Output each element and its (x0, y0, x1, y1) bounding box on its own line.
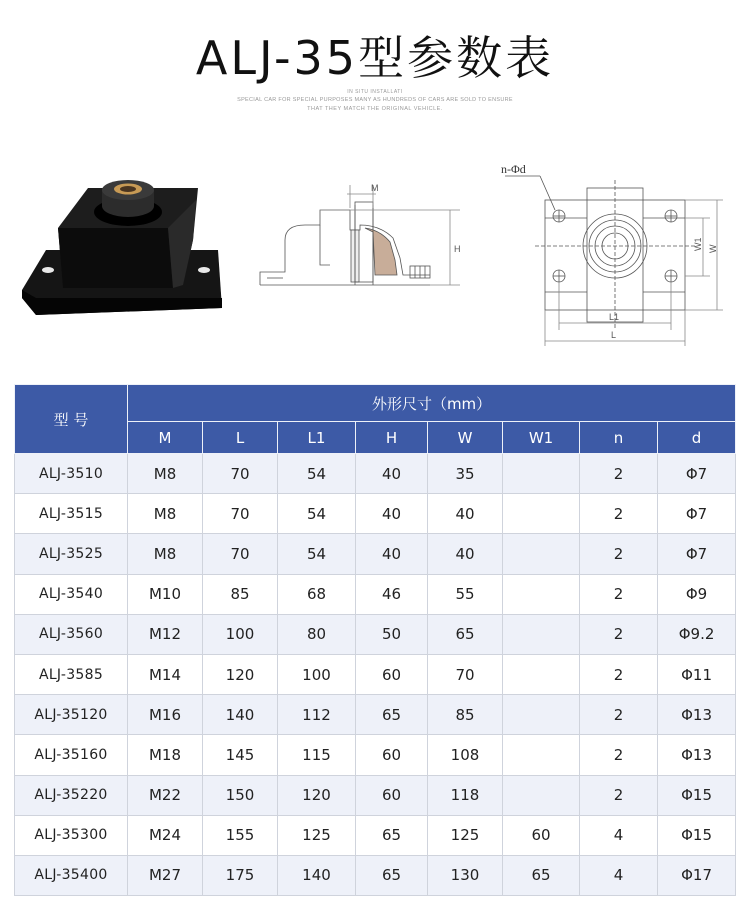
value-cell: 55 (428, 574, 503, 614)
col-header-l: L (203, 422, 278, 454)
table-row (15, 815, 736, 855)
value-cell: 2 (580, 454, 658, 494)
value-cell: M27 (128, 855, 203, 895)
value-cell: M14 (128, 654, 203, 694)
value-cell: 150 (203, 775, 278, 815)
value-cell: 65 (428, 614, 503, 654)
value-cell (503, 695, 580, 735)
value-cell: Φ17 (658, 855, 736, 895)
value-cell: 2 (580, 534, 658, 574)
dim-label-l1: L1 (609, 312, 620, 322)
tagline-3: THAT THEY MATCH THE ORIGINAL VEHICLE. (307, 106, 443, 112)
dim-label-m: M (371, 183, 379, 193)
dim-label-w: W (708, 244, 718, 253)
table-row (15, 695, 736, 735)
value-cell: 2 (580, 654, 658, 694)
value-cell (503, 494, 580, 534)
table-row (15, 494, 736, 534)
value-cell: 40 (428, 494, 503, 534)
col-header-n: n (580, 422, 658, 454)
page-title: ALJ-35型参数表 (195, 31, 555, 85)
table-row (15, 574, 736, 614)
value-cell: 70 (203, 534, 278, 574)
value-cell: 120 (278, 775, 356, 815)
model-cell: ALJ-35220 (15, 775, 128, 815)
value-cell: 70 (428, 654, 503, 694)
value-cell: Φ13 (658, 695, 736, 735)
value-cell: M24 (128, 815, 203, 855)
value-cell: Φ11 (658, 654, 736, 694)
value-cell: 54 (278, 454, 356, 494)
value-cell: 155 (203, 815, 278, 855)
value-cell: 108 (428, 735, 503, 775)
value-cell (503, 454, 580, 494)
col-header-l1: L1 (278, 422, 356, 454)
value-cell: 70 (203, 454, 278, 494)
value-cell: 60 (356, 775, 428, 815)
tagline-2: SPECIAL CAR FOR SPECIAL PURPOSES MANY AS HUNDREDS OF CARS ARE SOLD TO ENSURE (237, 97, 513, 103)
value-cell: 35 (428, 454, 503, 494)
value-cell: 85 (428, 695, 503, 735)
value-cell (503, 574, 580, 614)
value-cell: 68 (278, 574, 356, 614)
value-cell: 2 (580, 735, 658, 775)
value-cell: 40 (356, 534, 428, 574)
value-cell: Φ15 (658, 815, 736, 855)
value-cell: 100 (278, 654, 356, 694)
value-cell: 65 (356, 855, 428, 895)
value-cell: 145 (203, 735, 278, 775)
value-cell: 40 (356, 454, 428, 494)
value-cell: Φ7 (658, 494, 736, 534)
value-cell: 100 (203, 614, 278, 654)
value-cell: 2 (580, 574, 658, 614)
value-cell: 112 (278, 695, 356, 735)
model-cell: ALJ-3560 (15, 614, 128, 654)
value-cell: 60 (503, 815, 580, 855)
value-cell: 50 (356, 614, 428, 654)
value-cell: Φ9 (658, 574, 736, 614)
value-cell: M16 (128, 695, 203, 735)
value-cell: 120 (203, 654, 278, 694)
spec-table (14, 384, 736, 896)
value-cell: 60 (356, 735, 428, 775)
value-cell: 2 (580, 695, 658, 735)
value-cell: 2 (580, 614, 658, 654)
value-cell: 2 (580, 775, 658, 815)
model-cell: ALJ-3510 (15, 454, 128, 494)
model-cell: ALJ-3585 (15, 654, 128, 694)
model-cell: ALJ-35400 (15, 855, 128, 895)
value-cell: 4 (580, 855, 658, 895)
value-cell: 40 (428, 534, 503, 574)
col-header-w1: W1 (503, 422, 580, 454)
col-header-h: H (356, 422, 428, 454)
value-cell: 65 (356, 695, 428, 735)
table-row (15, 534, 736, 574)
model-header: 型 号 (15, 385, 128, 454)
table-row (15, 614, 736, 654)
value-cell (503, 534, 580, 574)
value-cell: 115 (278, 735, 356, 775)
value-cell: M10 (128, 574, 203, 614)
col-header-w: W (428, 422, 503, 454)
value-cell: 80 (278, 614, 356, 654)
value-cell: M8 (128, 534, 203, 574)
dim-label-w1: W1 (693, 237, 703, 251)
value-cell: Φ7 (658, 454, 736, 494)
spec-table-body (15, 454, 736, 896)
value-cell: 130 (428, 855, 503, 895)
value-cell: 2 (580, 494, 658, 534)
col-header-d: d (658, 422, 736, 454)
value-cell: 140 (203, 695, 278, 735)
col-header-m: M (128, 422, 203, 454)
table-row (15, 855, 736, 895)
side-section-drawing (255, 180, 465, 300)
model-cell: ALJ-3515 (15, 494, 128, 534)
value-cell: Φ13 (658, 735, 736, 775)
value-cell: 125 (278, 815, 356, 855)
value-cell (503, 614, 580, 654)
model-cell: ALJ-3525 (15, 534, 128, 574)
value-cell: 85 (203, 574, 278, 614)
top-view-drawing (495, 160, 725, 350)
value-cell: M22 (128, 775, 203, 815)
value-cell: 65 (356, 815, 428, 855)
value-cell: 54 (278, 534, 356, 574)
value-cell: 118 (428, 775, 503, 815)
dim-label-l: L (611, 330, 617, 340)
value-cell: 4 (580, 815, 658, 855)
value-cell: 40 (356, 494, 428, 534)
value-cell: M8 (128, 494, 203, 534)
dim-label-hole: n-Φd (501, 162, 526, 176)
value-cell: 60 (356, 654, 428, 694)
value-cell (503, 775, 580, 815)
value-cell: 175 (203, 855, 278, 895)
model-cell: ALJ-35160 (15, 735, 128, 775)
value-cell: Φ15 (658, 775, 736, 815)
value-cell: 54 (278, 494, 356, 534)
value-cell: Φ9.2 (658, 614, 736, 654)
value-cell (503, 654, 580, 694)
table-row (15, 654, 736, 694)
value-cell: 65 (503, 855, 580, 895)
table-row (15, 775, 736, 815)
model-cell: ALJ-35300 (15, 815, 128, 855)
model-cell: ALJ-35120 (15, 695, 128, 735)
dimension-group-header: 外形尺寸（mm） (128, 385, 736, 422)
product-photo (18, 180, 228, 320)
value-cell: 70 (203, 494, 278, 534)
value-cell: M12 (128, 614, 203, 654)
tagline-1: IN SITU INSTALLATI (347, 89, 403, 95)
dim-label-h: H (454, 244, 461, 254)
value-cell: 125 (428, 815, 503, 855)
value-cell: 46 (356, 574, 428, 614)
model-cell: ALJ-3540 (15, 574, 128, 614)
value-cell (503, 735, 580, 775)
value-cell: Φ7 (658, 534, 736, 574)
value-cell: M8 (128, 454, 203, 494)
value-cell: 140 (278, 855, 356, 895)
table-row (15, 454, 736, 494)
value-cell: M18 (128, 735, 203, 775)
table-row (15, 735, 736, 775)
